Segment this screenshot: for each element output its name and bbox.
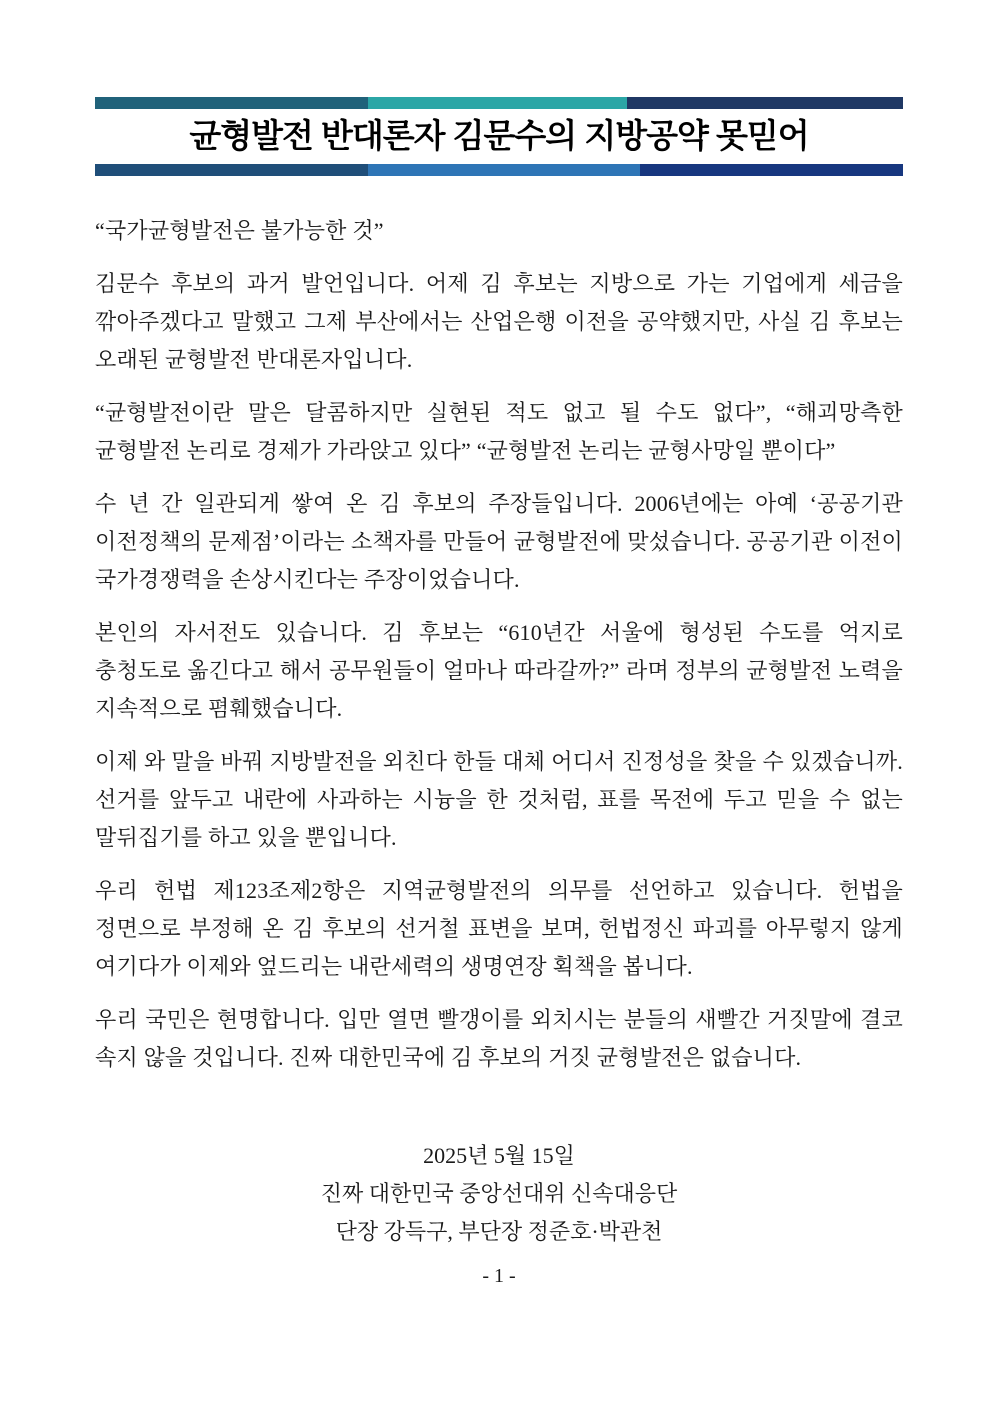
paragraph-5: 본인의 자서전도 있습니다. 김 후보는 “610년간 서울에 형성된 수도를 억지로 충청도로 옮긴다고 해서 공무원들이 얼마나 따라갈까?” 라며 정부의 균형발전 노력을 지속적으로 폄훼했습니다. — [95, 620, 903, 721]
signature-signers: 단장 강득구, 부단장 정준호·박관천 — [335, 1219, 663, 1244]
signature-organization: 진짜 대한민국 중앙선대위 신속대응단 — [320, 1181, 678, 1206]
paragraph-8: 우리 국민은 현명합니다. 입만 열면 빨갱이를 외치시는 분들의 새빨간 거짓말에 결코 속지 않을 것입니다. 진짜 대한민국에 김 후보의 거짓 균형발전은 없습니다. — [95, 1007, 903, 1070]
paragraph-6: 이제 와 말을 바꿔 지방발전을 외친다 한들 대체 어디서 진정성을 찾을 수 있겠습니까. 선거를 앞두고 내란에 사과하는 시늉을 한 것처럼, 표를 목전에 두고 믿을 수 없는 말뒤집기를 하고 있을 뿐입니다. — [95, 749, 903, 850]
page-title: 균형발전 반대론자 김문수의 지방공약 못믿어 — [189, 117, 809, 154]
title-bar-segment-blue-dark — [95, 164, 368, 176]
paragraph-quote-1: “국가균형발전은 불가능한 것” — [95, 218, 384, 243]
title-bar-segment-navy-blue — [640, 164, 903, 176]
page-number: - 1 - — [482, 1265, 516, 1287]
paragraph-2: 김문수 후보의 과거 발언입니다. 어제 김 후보는 지방으로 가는 기업에게 세금을 깎아주겠다고 말했고 그제 부산에서는 산업은행 이전을 공약했지만, 사실 김 후보는 오래된 균형발전 반대론자입니다. — [95, 271, 903, 372]
paragraph-4: 수 년 간 일관되게 쌓여 온 김 후보의 주장들입니다. 2006년에는 아예 ‘공공기관 이전정책의 문제점’이라는 소책자를 만들어 균형발전에 맞섰습니다. 공공기관 이전이 국가경쟁력을 손상시킨다는 주장이었습니다. — [95, 491, 903, 592]
title-bar-segment-teal-dark — [95, 97, 368, 109]
document-body — [95, 212, 903, 1077]
paragraph-3: “균형발전이란 말은 달콤하지만 실현된 적도 없고 될 수도 없다”, “해괴망측한 균형발전 논리로 경제가 가라앉고 있다” “균형발전 논리는 균형사망일 뿐이다” — [95, 400, 903, 463]
title-bar-segment-blue-medium — [368, 164, 639, 176]
title-bar-top — [95, 97, 903, 109]
title-bar-bottom — [95, 164, 903, 176]
signature-date: 2025년 5월 15일 — [423, 1143, 575, 1168]
signature-block — [95, 1137, 903, 1251]
title-bar-segment-navy-dark — [627, 97, 903, 109]
title-bar-segment-teal — [368, 97, 627, 109]
paragraph-7: 우리 헌법 제123조제2항은 지역균형발전의 의무를 선언하고 있습니다. 헌법을 정면으로 부정해 온 김 후보의 선거철 표변을 보며, 헌법정신 파괴를 아무렇지 않게 여기다가 이제와 엎드리는 내란세력의 생명연장 획책을 봅니다. — [95, 878, 903, 979]
